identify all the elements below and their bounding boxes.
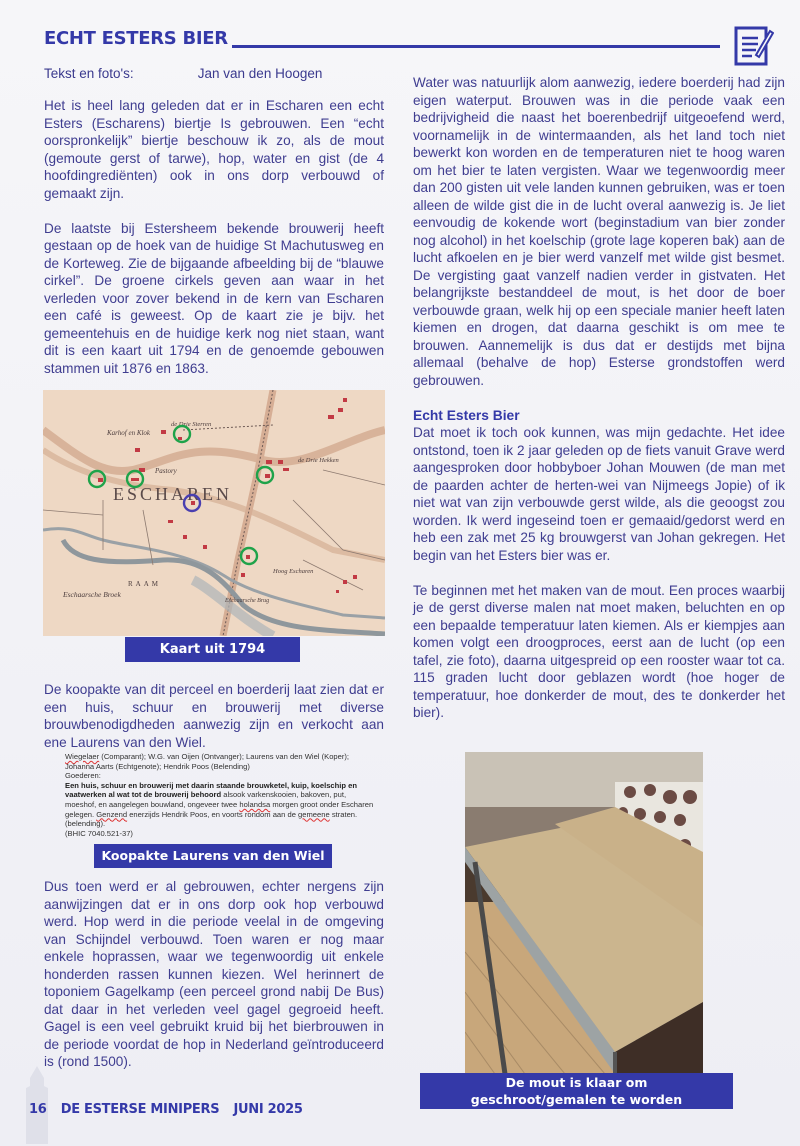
deed-caption: Koopakte Laurens van den Wiel [94,844,332,868]
paragraph: Te beginnen met het maken van de mout. Een proces waarbij je de gerst diverse malen nat moet maken, beluchten en op een bepaalde temperatuur laten kiemen. Als er kiempjes aan komen volgt een droogproces, eerst aan de lucht (op een tafel, zie foto), daarna uitgespreid op een rooster waar tot ca. 115 graden lucht door geblazen wordt (hoe hoger de temperatuur, hoe donkerder de mout, des te donkerder het bier). [413,582,785,720]
svg-text:Pastory: Pastory [155,467,177,475]
paragraph: Dus toen werd er al gebrouwen, echter nergens zijn aanwijzingen dat er in ons dorp ook hop verbouwd werd. Hop werd in die periode veelal in de omgeving van Schijndel verbouwd. Toen waren er nog maar enkele hoprassen, waar we tegenwoordig uit enkele honderden rassen kunnen kiezen. Wel herinnert de toponiem Gagelkamp (een perceel grond nabij De Bus) dat daar in het verleden veel gagel gegroeid heeft. Gagel is een veel gebruikt kruid bij het bierbrouwen in de periode voordat de hop in Nederland geïntroduceerd is (rond 1500). [44,879,384,1069]
paragraph: Dat moet ik toch ook kunnen, was mijn gedachte. Het idee ontstond, toen ik 2 jaar geleden op de fiets vanuit Grave werd aangesproken door hobbyboer Johan Mouwen (de man met de paarden achter de herten-wei van Nijmeegs Jopie) of ik niet wat van zijn verbouwde gerst wilde, als die geoogst zou worden. Ik werd ingeseind toen er gemaaid/gedorst werd en heb een zak met 25 kg brouwgerst van Johan gekregen. Het begin van het Esters bier was er. [413,425,785,563]
map-caption: Kaart uit 1794 [125,637,300,662]
svg-text:Eschaarsche Broek: Eschaarsche Broek [63,590,121,599]
paragraph: De laatste bij Estersheem bekende brouwerij heeft gestaan op de hoek van de huidige St Machutusweg en de Korteweg. Zie de bijgaande afbeelding bij de “blauwe cirkel”. De groene cirkels geven aan waar in het verleden voor zover bekend in de kern van Escharen een café is geweest. Op de kaart zie je bijv. het gemeentehuis en de huidige kerk nog niet staan, want dit is een kaart uit 1794 en de genoemde gebouwen stammen uit 1876 en 1863. [44,220,384,376]
paragraph: Het is heel lang geleden dat er in Escharen een echt Esters (Escharens) biertje Is gebrouwen. Een “echt oorspronkelijk” biertje beschouw ik zo, als de mout (gemoute gerst of tarwe), hop, water en gist (de 4 hoofdingrediënten) ook in ons dorp verbouwd of gemaakt zijn. [44,98,384,201]
svg-text:de Drie Hekken: de Drie Hekken [298,457,339,464]
map-label: Karhof en Klok [107,429,151,437]
svg-text:ESCHAREN: ESCHAREN [113,484,233,504]
paragraph: Water was natuurlijk alom aanwezig, iedere boerderij had zijn eigen waterput. Brouwen was in die periode vaak een bedrijvigheid die naast het boerenbedrijf uitgeoefend werd, voornamelijk in de wintermaanden, als het land toch niet bewerkt kon worden en de temperaturen niet te hoog waren om het bier te laten vergisten. Waar we tegenwoordig meer dan 200 gisten uit vele landen kunnen gebruiken, was er toen alleen de wilde gist die in de lucht overal aanwezig is. Je liet eenvoudig de kokende wort (beginstadium van bier zonder nog alcohol) in het koelschip (grote lage koperen bak) aan de lucht afkoelen en je bier werd vanzelf met wilde gist besmet. De vergisting gaat vanzelf nadien verder in gistvaten. Het belangrijkste bestanddeel de mout, is het door de boer verbouwde graan, welk hij op een speciale manier heeft laten kiemen en drogen, dat daarna geschikt is om mee te brouwen. Aannemelijk is dus dat er destijds met bijna allemaal (behalve de hop) Esterse grondstoffen werd gebrouwen. [413,75,785,388]
byline [44,66,322,81]
historic-map-1794 [43,390,385,636]
article-title: ECHT ESTERS BIER [44,28,228,49]
left-column-top [44,97,384,395]
malt-drying-photo [465,752,703,1074]
right-column [413,74,785,739]
svg-text:Hoog Escharen: Hoog Escharen [273,568,314,575]
page-footer [29,1102,313,1117]
svg-text:de Drie Sterren: de Drie Sterren [171,421,212,428]
section-subheading: Echt Esters Bier [413,407,520,423]
photo-illustration [465,752,703,1074]
left-column-bottom [44,878,384,1088]
notepad-pen-icon [734,25,774,67]
byline-author: Jan van den Hoogen [197,66,323,81]
svg-text:RAAM: RAAM [128,580,162,588]
header-divider [232,45,720,48]
deed-excerpt: Wiegelaer (Comparant); W.G. van Oijen (Ontvanger); Laurens van den Wiel (Koper); Johanna Aarts (Echtgenote); Hendrik Poos (Belending) Goederen: Een huis, schuur en brouwerij met daarin staande brouwketel, kuip, koelschip en vaatwerken al wat tot de brouwerij behoord alsook varkenskooien, bakoven, put, moeshof, en aangelegen bouwland, ongeveer twee holandsa morgen groot onder Escharen gelegen. Genzend enerzijds Hendrik Poos, en voorts rondom aan de gemeene straten. (belending). (BHIC 7040.521-37) [65,752,374,838]
byline-label: Tekst en foto's: [44,66,134,81]
publication-name: DE ESTERSE MINIPERS [60,1102,220,1117]
issue-date: JUNI 2025 [233,1102,303,1117]
map-illustration [43,390,385,636]
page-number: 16 [29,1102,47,1117]
photo-caption: De mout is klaar om geschroot/gemalen te worden [420,1073,733,1109]
svg-text:Eschaarsche Brug: Eschaarsche Brug [225,598,270,604]
paragraph: De koopakte van dit perceel en boerderij laat zien dat er een huis, schuur en brouwerij met diverse brouwbenodigdheden aanwezig zijn en verkocht aan ene Laurens van den Wiel. [44,682,384,750]
